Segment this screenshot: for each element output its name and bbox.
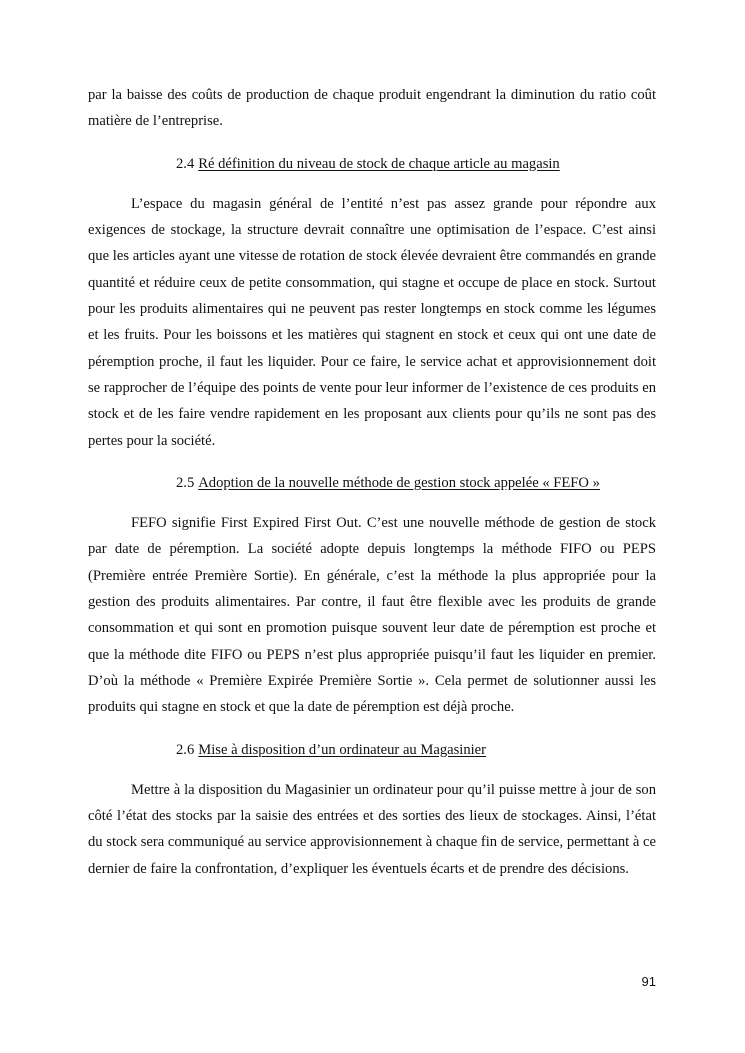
section-title: Ré définition du niveau de stock de chaque article au magasin (198, 155, 560, 172)
section-number: 2.5 (176, 474, 195, 491)
section-heading-2-4 (88, 151, 656, 177)
document-page (88, 82, 656, 882)
intro-paragraph: par la baisse des coûts de production de chaque produit engendrant la diminution du ratio coût matière de l’entreprise. (88, 87, 656, 130)
section-body-2-5: FEFO signifie First Expired First Out. C’est une nouvelle méthode de gestion de stock par date de péremption. La société adopte depuis longtemps la méthode FIFO ou PEPS (Première entrée Première Sortie). En générale, c’est la méthode la plus appropriée pour la gestion des produits alimentaires. Par contre, il faut être flexible avec les produits de grande consommation et qui sont en promotion puisque souvent leur date de péremption est proche et que la méthode dite FIFO ou PEPS n’est plus appropriée puisqu’il faut les liquider en premier. D’où la méthode « Première Expirée Première Sortie ». Cela permet de solutionner aussi les produits qui stagne en stock et que la date de péremption est déjà proche. (88, 515, 656, 716)
section-title: Mise à disposition d’un ordinateur au Magasinier (198, 741, 487, 758)
section-body-2-4: L’espace du magasin général de l’entité n’est pas assez grande pour répondre aux exigences de stockage, la structure devrait connaître une optimisation de l’espace. C’est ainsi que les articles ayant une vitesse de rotation de stock élevée devraient être commandés en grande quantité et réduire ceux de petite consommation, qui stagne et occupe de place en stock. Surtout pour les produits alimentaires qui ne peuvent pas rester longtemps en stock comme les légumes et les fruits. Pour les boissons et les matières qui stagnent en stock et ceux qui ont une date de péremption proche, il faut les liquider. Pour ce faire, le service achat et approvisionnement doit se rapprocher de l’équipe des points de vente pour leur informer de l’existence de ces produits en stock et de les faire vendre rapidement en les proposant aux clients pour qu’ils ne sont pas des pertes pour la société. (88, 195, 656, 449)
page-number: 91 (641, 974, 656, 989)
section-heading-2-6 (88, 737, 656, 763)
section-title: Adoption de la nouvelle méthode de gestion stock appelée « FEFO » (198, 474, 600, 491)
section-number: 2.4 (176, 155, 195, 172)
section-heading-2-5 (88, 470, 656, 496)
section-body-2-6: Mettre à la disposition du Magasinier un ordinateur pour qu’il puisse mettre à jour de son côté l’état des stocks par la saisie des entrées et des sorties des lieux de stockages. Ainsi, l’état du stock sera communiqué au service approvisionnement à chaque fin de service, permettant à ce dernier de faire la confrontation, d’expliquer les éventuels écarts et de prendre des décisions. (88, 781, 656, 877)
section-number: 2.6 (176, 741, 195, 758)
